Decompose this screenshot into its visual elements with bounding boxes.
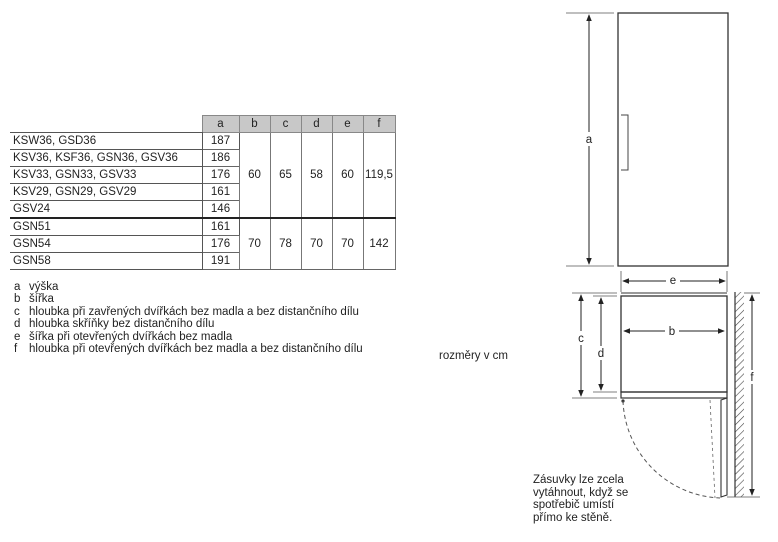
height-cell: 146 <box>202 201 239 219</box>
legend-letter: a <box>14 281 21 293</box>
group1-d: 58 <box>301 133 332 219</box>
dimension-label-f: f <box>750 372 754 384</box>
dimension-label-b: b <box>668 326 676 338</box>
appliance-front-outline <box>618 13 728 266</box>
legend-text: hloubka při otevřených dvířkách bez madla a bez distančního dílu <box>29 343 363 356</box>
height-cell: 161 <box>202 218 239 236</box>
top-view <box>572 271 760 498</box>
drawer-note: Zásuvky lze zcela vytáhnout, když se spotřebič umístí přímo ke stěně. <box>533 474 629 524</box>
height-cell: 176 <box>202 167 239 184</box>
dimension-label-c: c <box>578 333 584 345</box>
group2-e: 70 <box>332 218 363 270</box>
height-cell: 187 <box>202 133 239 150</box>
height-cell: 191 <box>202 253 239 270</box>
header-d: d <box>301 116 332 133</box>
dimension-label-d: d <box>597 348 605 360</box>
header-c: c <box>270 116 301 133</box>
model-cell: GSV24 <box>10 201 202 219</box>
model-cell: GSN51 <box>10 218 202 236</box>
group2-c: 78 <box>270 218 301 270</box>
model-cell: GSN58 <box>10 253 202 270</box>
dimension-label-a: a <box>585 134 593 146</box>
group2-b: 70 <box>239 218 270 270</box>
group1-e: 60 <box>332 133 363 219</box>
header-b: b <box>239 116 270 133</box>
model-cell: KSV29, GSN29, GSV29 <box>10 184 202 201</box>
group2-f: 142 <box>363 218 395 270</box>
legend-letter: c <box>14 305 20 318</box>
drawer-outline <box>710 400 715 498</box>
legend-text: výška <box>29 281 59 293</box>
door-handle <box>621 115 628 170</box>
model-cell: KSW36, GSD36 <box>10 133 202 150</box>
header-f: f <box>363 116 395 133</box>
group1-f: 119,5 <box>363 133 395 219</box>
height-cell: 161 <box>202 184 239 201</box>
model-cell: KSV33, GSN33, GSV33 <box>10 167 202 184</box>
legend-text: šířka <box>29 293 54 306</box>
model-cell: GSN54 <box>10 236 202 253</box>
group1-b: 60 <box>239 133 270 219</box>
wall-hatching <box>735 292 744 497</box>
legend-text: hloubka při zavřených dvířkách bez madla a bez distančního dílu <box>29 305 359 318</box>
model-cell: KSV36, KSF36, GSN36, GSV36 <box>10 150 202 167</box>
group2-d: 70 <box>301 218 332 270</box>
legend-letter: d <box>14 318 21 331</box>
legend-letter: b <box>14 293 21 306</box>
legend-letter: e <box>14 330 21 343</box>
front-view <box>566 13 728 266</box>
header-a: a <box>202 116 239 133</box>
legend-text: hloubka skříňky bez distančního dílu <box>29 318 215 331</box>
cabinet-outline <box>621 296 727 392</box>
header-e: e <box>332 116 363 133</box>
height-cell: 176 <box>202 236 239 253</box>
dimension-label-e: e <box>669 275 677 287</box>
door-swing-arc <box>623 401 720 498</box>
group1-c: 65 <box>270 133 301 219</box>
door-open <box>721 398 727 497</box>
legend-text: šířka při otevřených dvířkách bez madla <box>29 330 233 343</box>
units-label: rozměry v cm <box>439 350 508 362</box>
legend-letter: f <box>14 343 18 356</box>
door-closed <box>621 392 727 398</box>
height-cell: 186 <box>202 150 239 167</box>
